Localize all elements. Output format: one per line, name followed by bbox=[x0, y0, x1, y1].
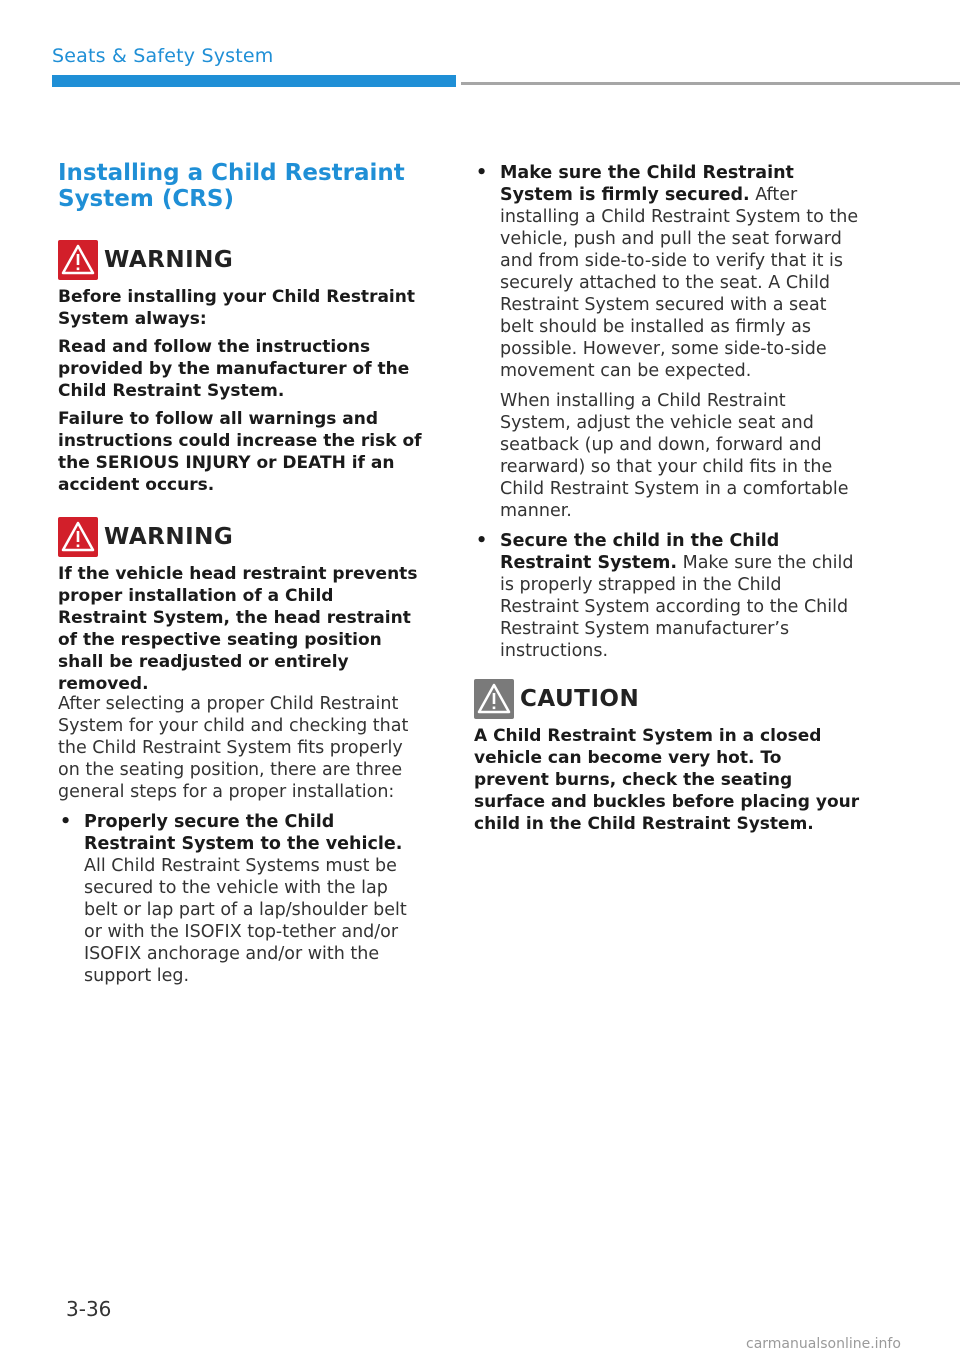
step-lead: Properly secure the Child Restraint System to the vehicle. bbox=[84, 812, 403, 854]
body-right-column bbox=[474, 154, 860, 662]
list-item bbox=[474, 530, 860, 662]
header-divider-rule bbox=[461, 82, 960, 85]
list-item bbox=[58, 811, 424, 987]
bullet-icon: • bbox=[476, 163, 488, 183]
chapter-title: Seats & Safety System bbox=[52, 45, 274, 67]
warning-box-1 bbox=[58, 240, 428, 496]
intro-paragraph: After selecting a proper Child Restraint System for your child and checking that the Child Restraint System fits properly on the seating position, there are three general steps for a proper installation: bbox=[58, 694, 409, 802]
step-lead: Make sure the Child Restraint System is firmly secured. bbox=[500, 163, 794, 205]
watermark-url: carmanualsonline.info bbox=[746, 1336, 901, 1352]
step-text: Make sure the child is properly strapped in the Child Restraint System according to the Child Restraint System manufacturer’s instructions. bbox=[500, 553, 854, 661]
caution-box bbox=[474, 679, 860, 835]
caution-text: A Child Restraint System in a closed vehicle can become very hot. To prevent burns, check the seating surface and buckles before placing your child in the Child Restraint System. bbox=[474, 726, 860, 834]
step-text: All Child Restraint Systems must be secured to the vehicle with the lap belt or lap part of a lap/shoulder belt or with the ISOFIX top-tether and/or ISOFIX anchorage and/or with the support leg. bbox=[84, 856, 407, 986]
bullet-icon: • bbox=[476, 531, 488, 551]
warning-title: WARNING bbox=[104, 247, 234, 273]
list-item bbox=[474, 162, 860, 522]
caution-triangle-icon bbox=[474, 679, 514, 719]
warning-text: Failure to follow all warnings and instructions could increase the risk of the SERIOUS INJURY or DEATH if an accident occurs. bbox=[58, 409, 422, 495]
warning-box-2 bbox=[58, 517, 428, 695]
bullet-icon: • bbox=[60, 812, 72, 832]
step-lead: Secure the child in the Child Restraint System. bbox=[500, 531, 780, 573]
section-heading: Installing a Child Restraint System (CRS) bbox=[58, 160, 405, 212]
body-left-column bbox=[58, 693, 424, 987]
header-accent-rule bbox=[52, 75, 456, 87]
warning-title: WARNING bbox=[104, 524, 234, 550]
steps-list bbox=[58, 811, 424, 987]
caution-title: CAUTION bbox=[520, 686, 640, 712]
warning-text: Before installing your Child Restraint System always: bbox=[58, 287, 415, 329]
warning-triangle-icon bbox=[58, 517, 98, 557]
warning-text: Read and follow the instructions provided by the manufacturer of the Child Restraint System. bbox=[58, 337, 410, 401]
steps-list-continued bbox=[474, 162, 860, 662]
step-text: After installing a Child Restraint System to the vehicle, push and pull the seat forward and from side-to-side to verify that it is securely attached to the seat. A Child Restraint System secured with a seat belt should be installed as firmly as possible. However, some side-to-side movement can be expected. bbox=[500, 185, 859, 381]
step-extra-text: When installing a Child Restraint System, adjust the vehicle seat and seatback (up and down, forward and rearward) so that your child fits in the Child Restraint System in a comfortable manner. bbox=[500, 391, 849, 521]
page-number: 3-36 bbox=[66, 1297, 112, 1321]
warning-triangle-icon bbox=[58, 240, 98, 280]
warning-text: If the vehicle head restraint prevents proper installation of a Child Restraint System, the head restraint of the respective seating position shall be readjusted or entirely removed. bbox=[58, 564, 418, 694]
